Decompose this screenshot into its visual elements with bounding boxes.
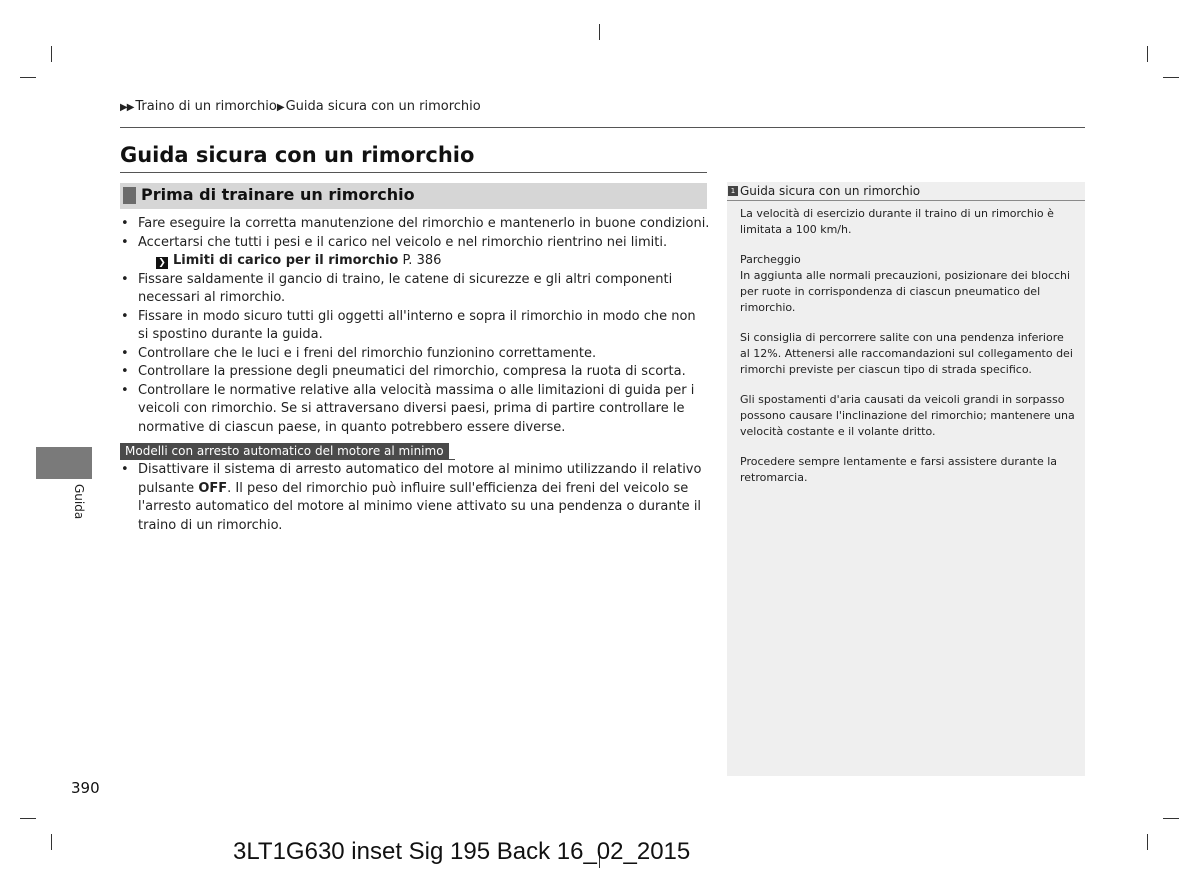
page-title: Guida sicura con un rimorchio [120, 143, 475, 167]
crop-mark [51, 834, 52, 850]
model-bullet-list [120, 461, 710, 535]
crop-mark [20, 818, 36, 819]
breadcrumb-parent[interactable]: Traino di un rimorchio [135, 99, 277, 114]
list-item: • Fissare saldamente il gancio di traino, le catene di sicurezze e gli altri componenti necessari al rimorchio. [120, 271, 710, 308]
model-bullet-text: . Il peso del rimorchio può influire sull'efficienza dei freni del veicolo se l'arresto automatico del motore al minimo viene attivato su una pendenza o durante il traino di un rimorchio. [138, 480, 702, 533]
chapter-tab[interactable] [36, 447, 92, 479]
model-tag-divider [120, 459, 455, 460]
model-tag: Modelli con arresto automatico del motore al minimo [120, 443, 449, 459]
sidebar-paragraph: Parcheggio In aggiunta alle normali precauzioni, posizionare dei blocchi per ruote in corrispondenza di ciascun pneumatico del rimorchio. [740, 253, 1071, 314]
crop-mark [20, 77, 36, 78]
model-bullet-text: Disattivare il sistema di arresto automatico del motore al minimo utilizzando il relativo pulsante [138, 462, 702, 496]
cross-reference[interactable] [120, 252, 710, 271]
chapter-tab-label-box [66, 484, 96, 544]
chapter-tab-label: Guida [72, 484, 86, 520]
list-item: • Controllare le normative relative alla velocità massima o alle limitazioni di guida per i veicoli con rimorchio. Se si attraversano diversi paesi, prima di partire controllare le normative di ciascun paese, in quanto potrebbero essere diverse. [120, 382, 710, 438]
reference-page[interactable]: P. 386 [402, 253, 442, 268]
list-item: • Fare eseguire la corretta manutenzione del rimorchio e mantenerlo in buone condizioni. [120, 215, 710, 234]
section-header [120, 183, 707, 209]
breadcrumb-current: Guida sicura con un rimorchio [285, 99, 481, 114]
print-code: 3LT1G630 inset Sig 195 Back 16_02_2015 [233, 838, 691, 865]
title-divider [120, 172, 707, 173]
sidebar-title: Guida sicura con un rimorchio [740, 184, 921, 198]
list-item: • Accertarsi che tutti i pesi e il carico nel veicolo e nel rimorchio rientrino nei limiti. [120, 234, 710, 253]
breadcrumb-separator-icon: ▶ [276, 102, 284, 113]
crop-mark [1147, 834, 1148, 850]
sidebar-header [727, 182, 1085, 201]
breadcrumb [120, 99, 481, 114]
crop-mark [1163, 77, 1179, 78]
crop-mark [51, 46, 52, 62]
sidebar-paragraph: Procedere sempre lentamente e farsi assistere durante la retromarcia. [740, 455, 1058, 484]
list-item: • Controllare la pressione degli pneumatici del rimorchio, compresa la ruota di scorta. [120, 363, 710, 382]
bullet-list [120, 215, 710, 437]
breadcrumb-arrow-icon: ▶▶ [120, 102, 134, 113]
sidebar-paragraph: Gli spostamenti d'aria causati da veicoli grandi in sorpasso possono causare l'inclinazione del rimorchio; mantenere una velocità costante e il volante dritto. [740, 393, 1075, 438]
note-marker-icon: 1 [728, 186, 738, 196]
sidebar-body [740, 206, 1075, 500]
crop-mark [1163, 818, 1179, 819]
off-button-label: OFF [198, 480, 228, 496]
list-item [120, 461, 710, 535]
reference-arrow-icon: ❯ [156, 257, 168, 269]
sidebar-note [727, 182, 1085, 776]
sidebar-paragraph: La velocità di esercizio durante il traino di un rimorchio è limitata a 100 km/h. [740, 207, 1054, 236]
section-square-icon [123, 187, 136, 204]
section-title: Prima di trainare un rimorchio [141, 185, 415, 204]
page-number: 390 [71, 779, 100, 797]
header-divider [120, 127, 1085, 128]
list-item: • Fissare in modo sicuro tutti gli oggetti all'interno e sopra il rimorchio in modo che non si spostino durante la guida. [120, 308, 710, 345]
list-item: • Controllare che le luci e i freni del rimorchio funzionino correttamente. [120, 345, 710, 364]
reference-title[interactable]: Limiti di carico per il rimorchio [173, 253, 399, 268]
sidebar-paragraph: Si consiglia di percorrere salite con una pendenza inferiore al 12%. Attenersi alle raccomandazioni sul collegamento dei rimorchi previste per ciascun tipo di strada specifico. [740, 331, 1073, 376]
crop-mark [599, 24, 600, 40]
crop-mark [1147, 46, 1148, 62]
